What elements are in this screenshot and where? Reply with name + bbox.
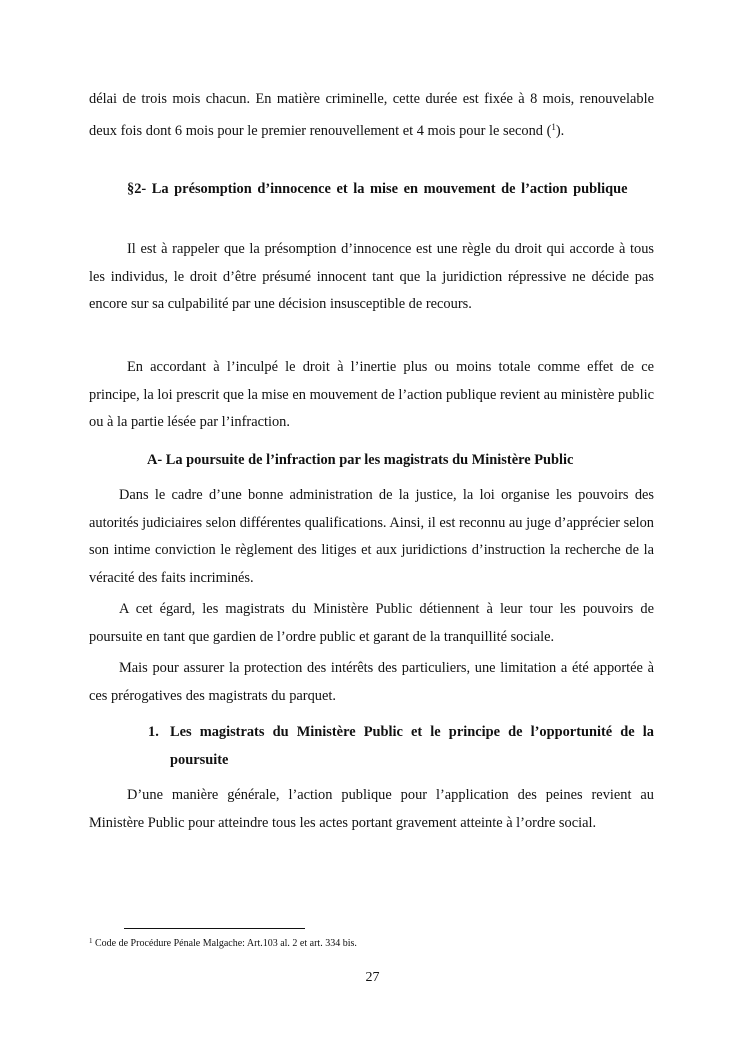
footnote-text: Code de Procédure Pénale Malgache: Art.103 al. 2 et art. 334 bis. bbox=[92, 938, 357, 949]
footnote bbox=[89, 934, 357, 951]
paragraph-magistrats: A cet égard, les magistrats du Ministère Public détiennent à leur tour les pouvoirs de poursuite en tant que gardien de l’ordre public et garant de la tranquillité sociale. bbox=[89, 601, 654, 645]
page-number: 27 bbox=[365, 970, 380, 985]
subheading-a: A- La poursuite de l’infraction par les magistrats du Ministère Public bbox=[147, 452, 574, 468]
continuation-paragraph bbox=[89, 86, 654, 145]
paragraph-protection: Mais pour assurer la protection des intérêts des particuliers, une limitation a été apportée à ces prérogatives des magistrats du parquet. bbox=[89, 660, 654, 704]
footnote-reference: 1 bbox=[551, 121, 556, 132]
continuation-text: délai de trois mois chacun. En matière criminelle, cette durée est fixée à 8 mois, renouvelable deux fois dont 6 mois pour le premier renouvellement et 4 mois pour le second ( bbox=[89, 91, 654, 139]
footnote-marker: 1 bbox=[89, 937, 93, 945]
paragraph-presumption: Il est à rappeler que la présomption d’innocence est une règle du droit qui accorde à tous les individus, le droit d’être présumé innocent tant que la juridiction répressive ne décide pas encore sur sa culpabilité par une décision insusceptible de recours. bbox=[89, 241, 654, 312]
footnote-separator bbox=[124, 928, 305, 929]
subheading-1-number: 1. bbox=[148, 724, 159, 740]
paragraph-action-publique: D’une manière générale, l’action publique pour l’application des peines revient au Ministère Public pour atteindre tous les actes portant gravement atteinte à l’ordre social. bbox=[89, 787, 654, 831]
subheading-1-text: Les magistrats du Ministère Public et le principe de l’opportunité de la poursuite bbox=[170, 724, 654, 768]
paragraph-administration: Dans le cadre d’une bonne administration de la justice, la loi organise les pouvoirs des autorités judiciaires selon différentes qualifications. Ainsi, il est reconnu au juge d’apprécier selon son intime conviction le règlement des litiges et aux juridictions d’instruction la recherche de la véracité des faits incriminés. bbox=[89, 487, 654, 586]
paragraph-inculpe: En accordant à l’inculpé le droit à l’inertie plus ou moins totale comme effet de ce principe, la loi prescrit que la mise en mouvement de l’action publique revient au ministère public ou à la partie lésée par l’infraction. bbox=[89, 359, 654, 430]
continuation-tail: ). bbox=[555, 122, 565, 139]
subheading-1 bbox=[148, 719, 654, 774]
section-heading: §2- La présomption d’innocence et la mise en mouvement de l’action publique bbox=[127, 181, 628, 197]
